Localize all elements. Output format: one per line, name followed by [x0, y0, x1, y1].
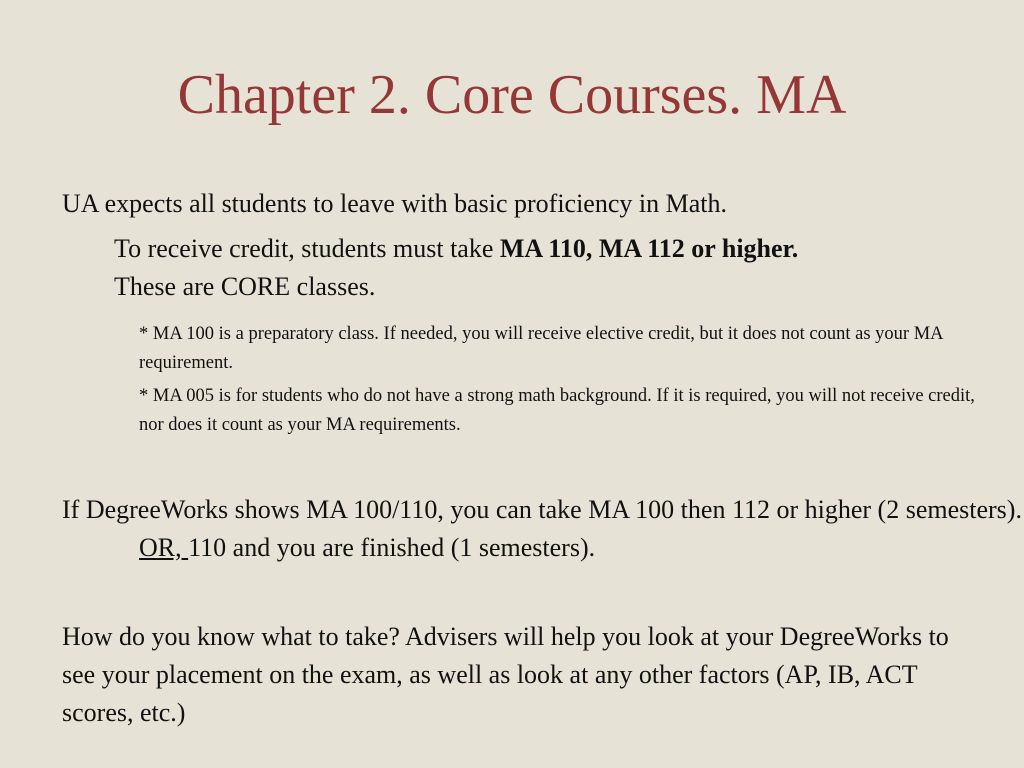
advisers-paragraph: How do you know what to take? Advisers will help you look at your DegreeWorks to see your placement on the exam, as well as look at any other factors (AP, IB, ACT scores, etc.) [62, 622, 949, 727]
note-ma005: * MA 005 is for students who do not have a strong math background. If it is required, you will not receive credit, nor does it count as your MA requirements. [139, 386, 975, 435]
degreeworks-text: If DegreeWorks shows MA 100/110, you can take MA 100 then 112 or higher (2 semesters). [62, 495, 1022, 524]
degreeworks-paragraph [62, 491, 1024, 567]
core-classes-text: These are CORE classes. [114, 272, 376, 301]
slide-title: Chapter 2. Core Courses. MA [177, 64, 847, 126]
credit-text: To receive credit, students must take [114, 234, 500, 263]
or-underlined: OR, [139, 533, 189, 562]
degreeworks-suffix: 110 and you are finished (1 semesters). [188, 533, 596, 562]
note-ma100: * MA 100 is a preparatory class. If needed, you will receive elective credit, but it does not count as your MA requirement. [139, 324, 943, 373]
credit-paragraph [114, 230, 974, 306]
intro-paragraph: UA expects all students to leave with basic proficiency in Math. [62, 189, 727, 218]
required-courses: MA 110, MA 112 or higher. [499, 234, 799, 263]
